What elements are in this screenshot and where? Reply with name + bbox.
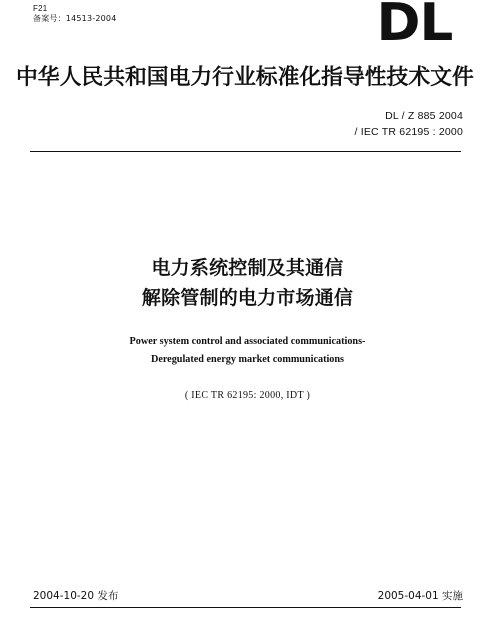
bottom-divider [30, 607, 461, 608]
english-title-line-1: Power system control and associated communications- [129, 336, 366, 347]
publish-date: 2004-10-20 发布 [33, 590, 119, 602]
effective-date: 2005-04-01 实施 [377, 590, 463, 602]
equivalence-note: ( IEC TR 62195: 2000, IDT ) [184, 390, 311, 401]
record-number: 备案号：14513-2004 [33, 14, 117, 23]
chinese-title-line-1: 电力系统控制及其通信 [151, 257, 344, 279]
standard-type-title: 中华人民共和国电力行业标准化指导性技术文件 [16, 65, 474, 90]
top-divider [30, 151, 461, 152]
iec-standard-code: / IEC TR 62195 : 2000 [354, 126, 463, 138]
dl-standard-code: DL / Z 885 2004 [385, 110, 463, 122]
standard-code-block [355, 108, 464, 140]
ics-code: F21 [33, 4, 48, 13]
english-title-line-2: Deregulated energy market communications [150, 354, 345, 365]
chinese-title-line-2: 解除管制的电力市场通信 [141, 287, 354, 309]
dl-logo: DL [376, 0, 452, 53]
